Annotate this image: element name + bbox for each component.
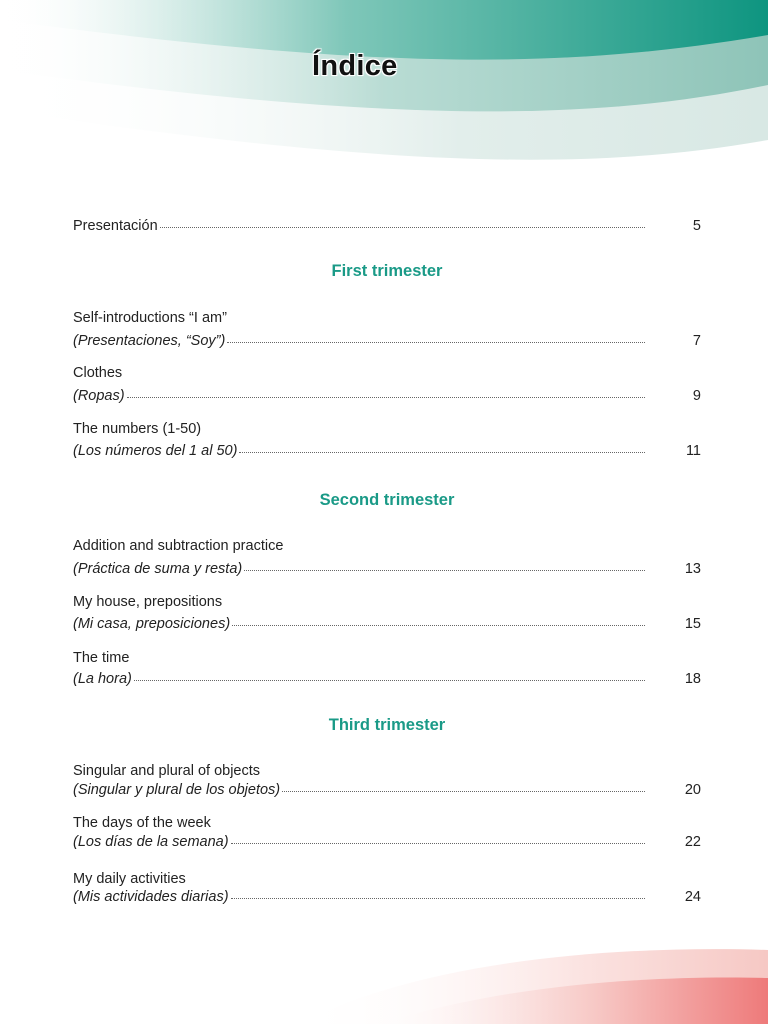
section-heading-first-trimester: First trimester [331,262,443,280]
dot-leader [239,452,645,453]
page-number: 7 [692,333,701,349]
section-heading-second-trimester: Second trimester [319,491,455,509]
toc-entry-title: My daily activities [73,871,186,887]
dot-leader [231,898,645,899]
toc-entry-label: Presentación [73,218,158,234]
toc-entry-subtitle: (Los días de la semana) [73,834,229,850]
page-title: Índice [312,50,398,82]
toc-entry-subtitle: (Singular y plural de los objetos) [73,782,281,798]
dot-leader [244,570,645,571]
toc-entry-title: The days of the week [73,815,211,831]
toc-entry-title: My house, prepositions [73,594,223,610]
page-number: 13 [684,561,701,577]
toc-entry-title: Singular and plural of objects [73,763,261,779]
page-number: 18 [684,671,701,687]
section-heading-third-trimester: Third trimester [328,716,446,734]
page-number: 15 [684,616,701,632]
dot-leader [282,791,645,792]
toc-entry-title: The numbers (1-50) [73,421,202,437]
toc-entry-title: Self-introductions “I am” [73,310,227,326]
page-number: 9 [692,388,701,404]
toc-entry-subtitle: (Ropas) [73,388,125,404]
toc-entry-subtitle: (Mis actividades diarias) [73,889,229,905]
page-number: 24 [684,889,701,905]
dot-leader [232,625,645,626]
toc-entry-title: The time [73,650,130,666]
toc-entry-subtitle: (La hora) [73,671,132,687]
toc-entry-title: Clothes [73,365,123,381]
dot-leader [227,342,645,343]
toc-entry-subtitle: (Presentaciones, “Soy”) [73,333,226,349]
bottom-wave-decoration [0,940,768,1024]
toc-entry-subtitle: (Mi casa, preposiciones) [73,616,231,632]
toc-entry-subtitle: (Práctica de suma y resta) [73,561,243,577]
page-number: 5 [692,218,701,234]
dot-leader [134,680,645,681]
page-number: 20 [684,782,701,798]
page-number: 22 [684,834,701,850]
dot-leader [127,397,645,398]
toc-entry-title: Addition and subtraction practice [73,538,284,554]
top-wave-decoration [0,0,768,180]
dot-leader [231,843,645,844]
toc-entry-subtitle: (Los números del 1 al 50) [73,443,238,459]
dot-leader [160,227,645,228]
page-number: 11 [685,443,701,459]
